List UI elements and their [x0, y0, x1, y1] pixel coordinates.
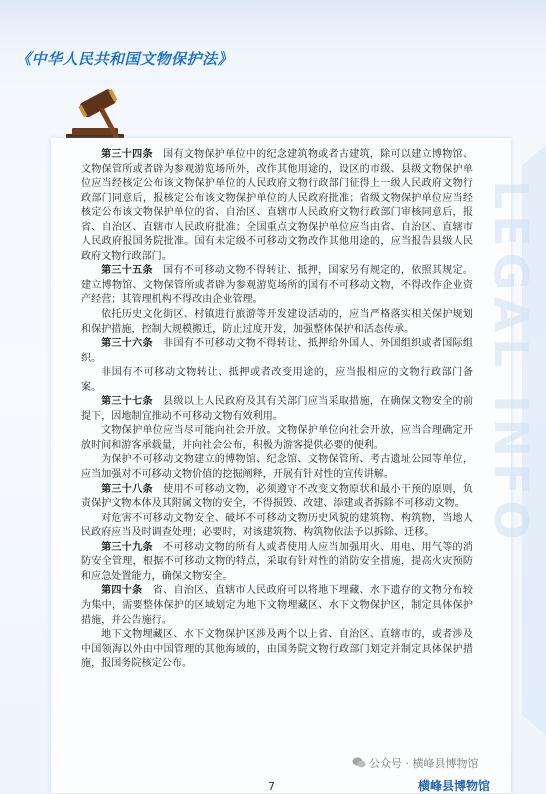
- page-number: 7: [268, 780, 275, 793]
- article-subparagraph: [81, 308, 473, 337]
- header-band: [0, 0, 546, 42]
- article-subparagraph: [81, 453, 473, 482]
- article-text: 对危害不可移动文物安全、破坏不可移动文物历史风貌的建筑物、构筑物，当地人民政府应当及时调查处理；必要时，对该建筑物、构筑物依法予以拆除、迁移。: [81, 512, 473, 539]
- article-text: 依托历史文化街区、村镇进行旅游等开发建设活动的，应当严格落实相关保护规划和保护措施，控制大规模搬迁，防止过度开发，加强整体保护和活态传承。: [81, 309, 473, 335]
- article-number: 第三十四条: [101, 149, 153, 160]
- article-paragraph: [81, 584, 473, 628]
- watermark-text: LEGAL INFO: [484, 180, 538, 546]
- article-paragraph: [81, 395, 473, 424]
- wechat-source: [352, 755, 479, 771]
- article-text: 县级以上人民政府及其有关部门应当采取措施，在确保文物安全的前提下，因地制宜推动不可移动文物有效利用。: [81, 396, 473, 422]
- article-number: 第三十六条: [101, 338, 153, 350]
- article-number: 第三十九条: [101, 541, 153, 553]
- article-paragraph: [81, 337, 473, 366]
- article-number: 第三十七条: [101, 396, 153, 408]
- article-text: 地下文物埋藏区、水下文物保护区涉及两个以上省、自治区、直辖市的，或者涉及中国领海以外由中国管理的其他海域的，由国务院文物行政部门划定并制定具体保护措施，报国务院核定公布。: [81, 629, 473, 670]
- article-subparagraph: [81, 512, 473, 541]
- wechat-label: 公众号 · 横峰县博物馆: [369, 757, 479, 770]
- article-text: 文物保护单位应当尽可能向社会开放。文物保护单位向社会开放，应当合理确定开放时间和游客承载量，并向社会公布，积极为游客提供必要的便利。: [81, 425, 473, 451]
- museum-name: 横峰县博物馆: [418, 779, 491, 793]
- article-text: 非国有不可移动文物转让、抵押或者改变用途的，应当报相应的文物行政部门备案。: [81, 367, 473, 393]
- wechat-icon: [352, 757, 366, 768]
- page-title: 《中华人民共和国文物保护法》: [16, 50, 234, 68]
- article-paragraph: [81, 541, 473, 585]
- article-number: 第四十条: [101, 585, 143, 597]
- article-text: 为保护不可移动文物建立的博物馆、纪念馆、文物保管所、考古遗址公园等单位，应当加强对不可移动文物价值的挖掘阐释，开展有针对性的宣传讲解。: [81, 454, 473, 481]
- article-text: 省、自治区、直辖市人民政府可以将地下埋藏、水下遗存的文物分布较为集中，需要整体保护的区域划定为地下文物埋藏区、水下文物保护区，制定具体保护措施，并公告施行。: [81, 585, 473, 626]
- article-subparagraph: [81, 628, 473, 672]
- article-text: 国有文物保护单位中的纪念建筑物或者古建筑，除可以建立博物馆、文物保管所或者辟为参观游览场所外，改作其他用途的，设区的市级、县级文物保护单位应当经核定公布该文物保护单位的人民政府文物行政部门征得上一级人民政府文物行政部门同意后，报核定公布该文物保护单位的人民政府批准；省级文物保护单位应当经核定公布该文物保护单位的省、自治区、直辖市人民政府文物行政部门审核同意后，报省、自治区、直辖市人民政府批准；全国重点文物保护单位应当由省、自治区、直辖市人民政府报国务院批准。国有未定级不可移动文物改作其他用途的，应当报告县级人民政府文物行政部门。: [81, 149, 473, 262]
- article-paragraph: [81, 483, 473, 512]
- article-text: 不可移动文物的所有人或者使用人应当加强用火、用电、用气等的消防安全管理，根据不可移动文物的特点，采取有针对性的消防安全措施，提高火灾预防和应急处置能力，确保文物安全。: [81, 541, 473, 582]
- article-subparagraph: [81, 424, 473, 453]
- article-text: 国有不可移动文物不得转让、抵押，国家另有规定的，依照其规定。建立博物馆、文物保管所或者辟为参观游览场所的国有不可移动文物，不得改作企业资产经营；其管理机构不得改由企业管理。: [81, 265, 473, 306]
- article-text: 非国有不可移动文物不得转让、抵押给外国人、外国组织或者国际组织。: [81, 338, 473, 364]
- article-content: [81, 148, 473, 672]
- article-paragraph: [81, 148, 473, 264]
- article-number: 第三十五条: [101, 265, 153, 277]
- article-text: 使用不可移动文物，必须遵守不改变文物原状和最小干预的原则，负责保护文物本体及其附属文物的安全，不得损毁、改建、添建或者拆除不可移动文物。: [81, 483, 473, 510]
- article-paragraph: [81, 264, 473, 308]
- article-number: 第三十八条: [101, 483, 153, 495]
- article-subparagraph: [81, 366, 473, 395]
